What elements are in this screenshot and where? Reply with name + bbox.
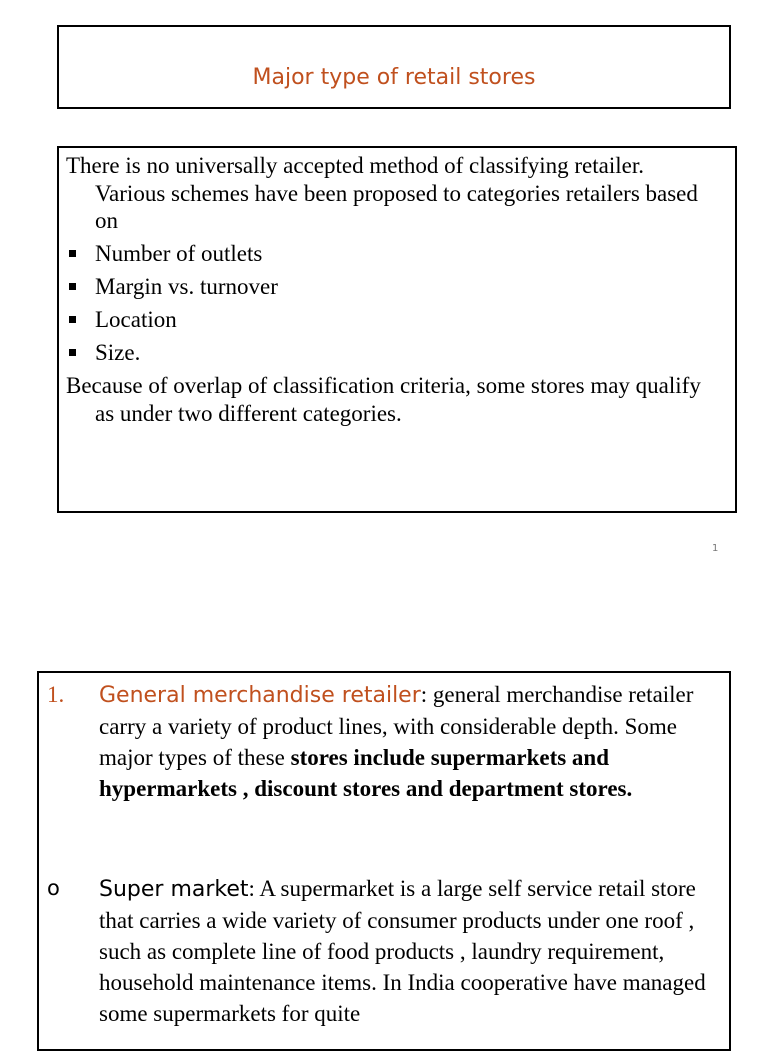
bullet-square-icon: [69, 283, 76, 290]
item-description: : A supermarket is a large self service retail store that carries a wide variety of consumer products under one roof , such as complete line of food products , laundry requirement, household maintenance items. In India cooperative have managed some supermarkets for quite: [99, 876, 706, 1026]
general-merchandise-item: [47, 679, 717, 804]
list-item-text: Margin vs. turnover: [95, 274, 278, 299]
second-slide-box: [37, 671, 731, 1051]
item-bullet-circle: o: [47, 876, 60, 900]
term-general-merchandise: General merchandise retailer: [99, 683, 421, 708]
bullet-square-icon: [69, 349, 76, 356]
closing-paragraph: Because of overlap of classification criteria, some stores may qualify as under two different categories.: [66, 373, 701, 426]
bullet-square-icon: [69, 250, 76, 257]
content-box: [57, 146, 737, 513]
list-item-text: Size.: [95, 340, 141, 365]
page-number: 1: [712, 543, 719, 554]
supermarket-item: [47, 873, 717, 1029]
criteria-list: [66, 237, 278, 369]
item-number: 1.: [47, 682, 65, 707]
title-box: [57, 25, 731, 109]
bullet-square-icon: [69, 316, 76, 323]
list-item-text: Location: [95, 307, 177, 332]
list-item: [66, 303, 278, 336]
item-bold-description: stores include supermarkets and hypermarkets , discount stores and department stores.: [99, 745, 633, 801]
list-item-text: Number of outlets: [95, 241, 263, 266]
list-item: [66, 336, 278, 369]
item-description: : general merchandise retailer carry a variety of product lines, with considerable depth. Some major types of these: [99, 682, 694, 770]
slide-title: Major type of retail stores: [252, 65, 536, 90]
list-item: [66, 237, 278, 270]
term-super-market: Super market: [99, 877, 249, 902]
intro-paragraph: There is no universally accepted method of classifying retailer. Various schemes have been proposed to categories retailers based on: [66, 153, 698, 233]
list-item: [66, 270, 278, 303]
